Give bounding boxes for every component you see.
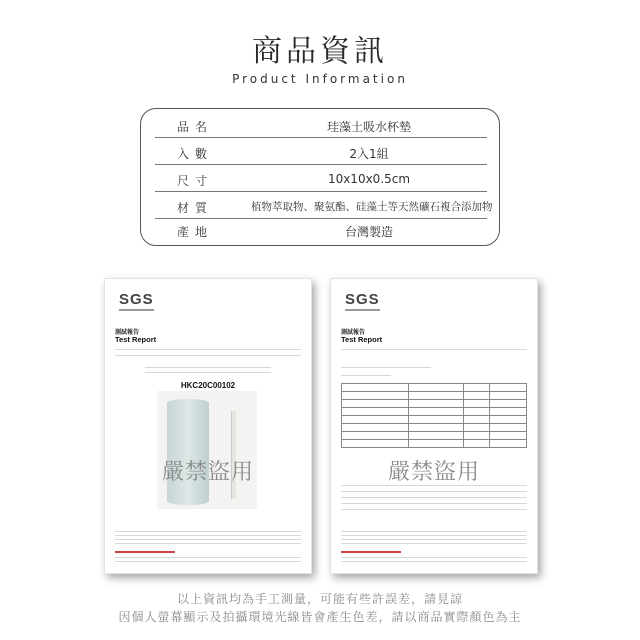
fine-print-line: [341, 497, 527, 498]
fine-print-line: [115, 539, 301, 540]
fine-print-line: [341, 543, 527, 544]
divider: [155, 191, 487, 192]
report-heading-zh: 測試報告: [115, 330, 140, 336]
divider: [155, 164, 487, 165]
fine-print-line: [341, 349, 527, 350]
divider: [155, 218, 487, 219]
watermark: 嚴禁盜用: [161, 459, 254, 484]
report-heading-en: Test Report: [115, 335, 157, 344]
fine-print-line: [115, 535, 301, 536]
footnote-line-1: 以上資訊均為手工測量，可能有些許誤差，請見諒: [176, 592, 463, 606]
fine-print-line: [115, 531, 301, 532]
report-heading-zh: 測試報告: [341, 330, 366, 336]
fine-print-line: [341, 367, 431, 368]
product-photo: [157, 391, 257, 509]
footnote-line-2: 因個人螢幕顯示及拍攝環境光線皆會產生色差，請以商品實際顏色為主: [118, 610, 522, 624]
sgs-logo: SGS: [119, 291, 154, 311]
spec-label: 材質: [176, 201, 213, 215]
fine-print-line: [115, 349, 301, 350]
sgs-logo: SGS: [345, 291, 380, 311]
cup-image: [167, 399, 209, 505]
spec-value: 珪藻土吸水杯墊: [326, 120, 411, 134]
fine-print-line: [341, 485, 527, 486]
spec-row-origin: [155, 223, 487, 245]
spec-value: 2入1組: [349, 147, 389, 161]
spec-table: [140, 108, 500, 246]
spec-value: 植物萃取物、聚氨酯、硅藻土等天然礦石複合添加物: [251, 201, 493, 213]
fine-print-line: [115, 355, 301, 356]
divider: [155, 137, 487, 138]
spec-label: 產地: [176, 225, 213, 239]
fine-print-line: [341, 535, 527, 536]
spec-label: 品名: [176, 120, 213, 134]
fine-print-line: [341, 509, 527, 510]
footer-accent: [341, 551, 401, 553]
page-title: 商品資訊: [252, 34, 388, 69]
footer-accent: [115, 551, 175, 553]
fine-print-line: [341, 503, 527, 504]
fine-print-line: [145, 367, 271, 368]
fine-print-line: [115, 543, 301, 544]
test-report-page-2: [330, 278, 538, 574]
spec-value: 10x10x0.5cm: [327, 172, 411, 186]
fine-print-line: [341, 531, 527, 532]
page-subtitle: Product Information: [232, 72, 408, 86]
spec-label: 入數: [176, 147, 213, 161]
test-report-page-1: [104, 278, 312, 574]
fine-print-line: [115, 561, 301, 562]
spec-value: 台灣製造: [344, 225, 393, 239]
watermark: 嚴禁盜用: [387, 459, 480, 484]
fine-print-line: [115, 557, 301, 558]
test-results-table: [341, 383, 527, 448]
fine-print-line: [341, 561, 527, 562]
fine-print-line: [341, 539, 527, 540]
report-heading-en: Test Report: [341, 335, 383, 344]
fine-print-line: [341, 375, 391, 376]
report-code: HKC20C00102: [180, 381, 236, 390]
fine-print-line: [145, 372, 271, 373]
fine-print-line: [341, 557, 527, 558]
spec-label: 尺寸: [176, 174, 213, 188]
fine-print-line: [341, 491, 527, 492]
